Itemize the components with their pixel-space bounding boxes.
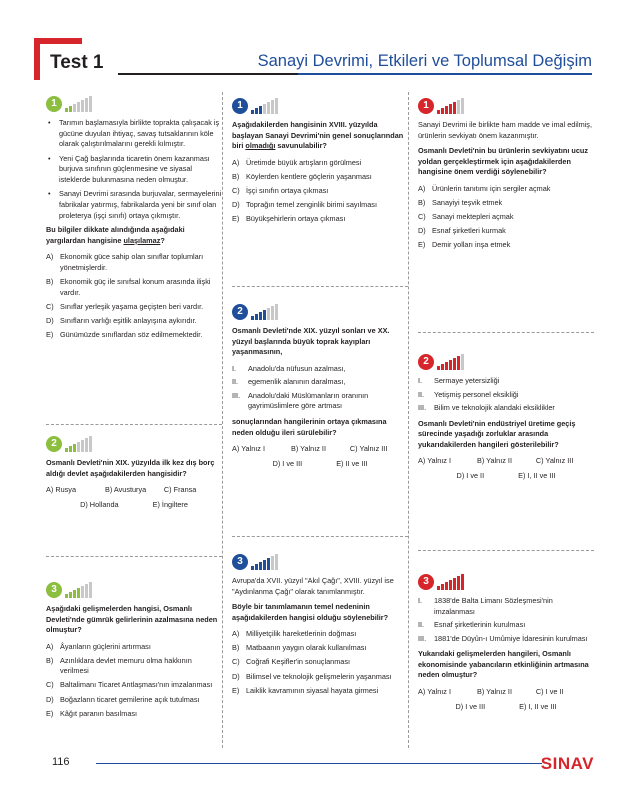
difficulty-bars-icon — [437, 574, 464, 590]
bullet-item: • Sanayi Devrimi sırasında burjuvalar, sermayelerini fabrikalar yatırmış, fabrikalarda yeni bir sınıf olan proleterya (işçi sınıfı) ortaya çıkmıştır. — [46, 189, 222, 221]
question-number: 2 — [418, 354, 434, 370]
column-1 — [46, 88, 222, 752]
option-d[interactable]: D) Sınıfların varlığı eşitlik anlayışına aykırıdır. — [46, 315, 197, 325]
question-stem: Aşağıdaki gelişmelerden hangisi, Osmanlı Devleti'nde gümrük gelirlerinin azalmasına neden olmuştur? — [46, 604, 218, 635]
option-c[interactable]: C) Sınıflar yerleşik yaşama geçişten beri vardır. — [46, 301, 204, 311]
question-divider — [232, 536, 408, 537]
question-blue-3 — [232, 552, 408, 700]
roman-item: I. Anadolu'da nüfusun azalması, — [232, 363, 346, 373]
option-d[interactable]: D) Hollanda — [80, 499, 119, 509]
option-e[interactable]: E) Günümüzde sınıflardan söz edilmemektedir. — [46, 329, 203, 339]
option-d[interactable]: D) I ve III — [455, 701, 486, 711]
difficulty-bars-icon — [251, 304, 278, 320]
option-b[interactable]: B) Köylerden kentlere göçlerin yaşanması — [232, 171, 372, 181]
answer-options — [46, 642, 222, 719]
answer-options-row — [418, 702, 594, 713]
option-a[interactable]: A) Milliyetçilik hareketlerinin doğması — [232, 629, 357, 639]
answer-options-row — [232, 444, 408, 455]
column-3 — [418, 88, 594, 752]
test-title: Test 1 — [50, 52, 104, 73]
roman-items — [418, 596, 594, 644]
header-rule-dark — [118, 73, 298, 75]
difficulty-bars-icon — [65, 96, 92, 112]
question-intro: Sanayi Devrimi ile birlikte ham madde ve imal edilmiş, ürünlerin sevkiyatı önem kazanmıştır. — [418, 120, 592, 140]
option-c[interactable]: C) Yalnız III — [349, 444, 388, 454]
answer-options — [418, 184, 594, 251]
difficulty-bars-icon — [65, 582, 92, 598]
option-e[interactable]: E) Kâğıt paranın basılması — [46, 708, 138, 718]
roman-items — [232, 364, 408, 412]
difficulty-badge — [46, 580, 222, 598]
question-divider — [418, 332, 594, 333]
roman-item: II. Esnaf şirketlerinin kurulması — [418, 620, 526, 630]
option-d[interactable]: D) Toprağın temel zenginlik birimi sayılması — [232, 199, 377, 209]
option-a[interactable]: A) Yalnız I — [418, 687, 451, 697]
difficulty-badge — [232, 302, 408, 320]
footer-rule — [96, 763, 542, 764]
option-d[interactable]: D) I ve III — [272, 458, 303, 468]
option-a[interactable]: A) Ürünlerin tanıtımı için sergiler açmak — [418, 183, 551, 193]
question-number: 3 — [232, 554, 248, 570]
question-number: 1 — [232, 98, 248, 114]
option-c[interactable]: C) Baltalimanı Ticaret Antlaşması'nın imzalanması — [46, 680, 213, 690]
answer-options-row — [418, 471, 594, 482]
option-c[interactable]: C) I ve II — [535, 687, 564, 697]
column-2 — [232, 88, 408, 752]
question-stem: Osmanlı Devleti'nin XIX. yüzyılda ilk kez dış borç aldığı devlet aşağıdakilerden hangisidir? — [46, 458, 215, 478]
difficulty-bars-icon — [251, 554, 278, 570]
option-b[interactable]: B) Yalnız II — [290, 444, 326, 454]
roman-item: II. Yetişmiş personel eksikliği — [418, 389, 519, 399]
question-number: 2 — [232, 304, 248, 320]
option-e[interactable]: E) I, II ve III — [518, 471, 556, 481]
option-d[interactable]: D) Bilimsel ve teknolojik gelişmelerin yaşanması — [232, 671, 392, 681]
option-c[interactable]: C) Yalnız III — [535, 456, 574, 466]
option-a[interactable]: A) Üretimde büyük artışların görülmesi — [232, 157, 362, 167]
bullet-item: • Yeni Çağ başlarında ticaretin önem kazanması burjuva sınıfının güçlenmesine ve siyasal isteklerde bulunmasına neden olmuştur. — [46, 154, 222, 186]
answer-options — [46, 252, 222, 340]
question-green-2 — [46, 434, 222, 510]
roman-item: II. egemenlik alanının daralması, — [232, 377, 346, 387]
answer-options-row — [232, 459, 408, 470]
option-e[interactable]: E) İngiltere — [152, 499, 188, 509]
bullet-item: • Tarımın başlamasıyla birlikte toprakta çalışacak iş gücüne duyulan ihtiyaç, savaş tutsaklarının köle olarak çalıştırılmalarını gerekli kılmıştır. — [46, 118, 222, 150]
option-d[interactable]: D) Boğazların ticaret gemilerine açık tutulması — [46, 694, 200, 704]
roman-item: III. 1881'de Düyûn-ı Umûmiye İdaresinin kurulması — [418, 633, 588, 643]
roman-item: III. Bilim ve teknolojik alandaki eksiklikler — [418, 403, 555, 413]
question-divider — [418, 550, 594, 551]
roman-item: III. Anadolu'daki Müslümanların oranının gayrimüslimlere göre artması — [232, 390, 369, 411]
question-number: 3 — [46, 582, 62, 598]
option-b[interactable]: B) Azınlıklara devlet memuru olma hakkının verilmesi — [46, 655, 192, 676]
option-c[interactable]: C) İşçi sınıfın ortaya çıkması — [232, 185, 329, 195]
question-stem: Yukarıdaki gelişmelerden hangileri, Osmanlı ekonomisinde yabancıların etkinliğinin artmasına neden olmuştur? — [418, 649, 589, 680]
option-e[interactable]: E) II ve III — [336, 458, 368, 468]
question-blue-2 — [232, 302, 408, 469]
question-stem: Osmanlı Devleti'nde XIX. yüzyıl sonları ve XX. yüzyıl başlarında büyük toprak kayıpları yaşanmasının, — [232, 326, 390, 357]
difficulty-badge — [46, 434, 222, 452]
question-number: 1 — [418, 98, 434, 114]
question-green-3 — [46, 580, 222, 723]
question-stem-followup: sonuçlarından hangilerinin ortaya çıkmasına neden olduğu ileri sürülebilir? — [232, 417, 387, 437]
answer-options-row — [418, 687, 594, 698]
column-divider — [222, 92, 223, 748]
difficulty-badge — [418, 572, 594, 590]
option-c[interactable]: C) Fransa — [163, 485, 197, 495]
roman-items — [418, 376, 594, 414]
question-stem: Böyle bir tanımlamanın temel nedeninin aşağıdakilerden hangisi olduğu söylenebilir? — [232, 602, 389, 622]
corner-accent-horizontal — [34, 38, 82, 44]
option-a[interactable]: A) Yalnız I — [418, 456, 451, 466]
difficulty-badge — [232, 96, 408, 114]
option-a[interactable]: A) Yalnız I — [232, 444, 265, 454]
question-red-3 — [418, 572, 594, 712]
roman-item: I. Sermaye yetersizliği — [418, 376, 500, 385]
answer-options-row — [418, 456, 594, 467]
answer-options-row — [46, 500, 222, 511]
option-a[interactable]: A) Rusya — [46, 485, 77, 495]
answer-options — [232, 158, 408, 225]
option-c[interactable]: C) Coğrafi Keşifler'in sonuçlanması — [232, 657, 351, 667]
page-title: Sanayi Devrimi, Etkileri ve Toplumsal Değişim — [257, 52, 592, 70]
question-stem: Osmanlı Devleti'nin bu ürünlerin sevkiyatını ucuz yoldan gerçekleştirmek için aşağıdakilerden hangisine önem verdiği söylenebilir? — [418, 146, 589, 177]
question-stem: Aşağıdakilerden hangisinin XVIII. yüzyılda başlayan Sanayi Devrimi'nin genel sonuçlarından biri olmadığı savunulabilir? — [232, 120, 404, 151]
option-b[interactable]: B) Ekonomik güç ile sınıfsal konum arasında ilişki vardır. — [46, 277, 211, 297]
question-number: 1 — [46, 96, 62, 112]
question-stem: Bu bilgiler dikkate alındığında aşağıdaki yargılardan hangisine ulaşılamaz? — [46, 225, 185, 245]
question-number: 2 — [46, 436, 62, 452]
info-bullets — [46, 118, 222, 221]
answer-options — [232, 629, 408, 696]
publisher-logo: SINAV — [540, 754, 594, 773]
option-d[interactable]: D) I ve II — [456, 471, 485, 481]
answer-options-row — [46, 485, 222, 496]
difficulty-bars-icon — [437, 354, 464, 370]
roman-item: I. 1838'de Balta Limanı Sözleşmesi'nin imzalanması — [418, 596, 553, 616]
option-b[interactable]: B) Yalnız II — [476, 456, 512, 466]
difficulty-badge — [232, 552, 408, 570]
option-e[interactable]: E) I, II ve III — [519, 701, 557, 711]
option-c[interactable]: C) Sanayi mektepleri açmak — [418, 212, 514, 222]
column-divider — [408, 92, 409, 748]
difficulty-badge — [46, 94, 222, 112]
difficulty-bars-icon — [251, 98, 278, 114]
corner-accent-vertical — [34, 38, 40, 80]
question-red-1 — [418, 96, 594, 254]
option-b[interactable]: B) Avusturya — [104, 485, 147, 495]
option-e[interactable]: E) Laiklik kavramının siyasal hayata girmesi — [232, 685, 379, 695]
question-divider — [232, 286, 408, 287]
difficulty-badge — [418, 352, 594, 370]
option-e[interactable]: E) Demir yolları inşa etmek — [418, 240, 511, 250]
option-b[interactable]: B) Matbaanın yaygın olarak kullanılması — [232, 643, 367, 653]
option-d[interactable]: D) Esnaf şirketleri kurmak — [418, 226, 506, 236]
difficulty-badge — [418, 96, 594, 114]
question-divider — [46, 556, 222, 557]
page-number: 116 — [52, 756, 70, 768]
option-e[interactable]: E) Büyükşehirlerin ortaya çıkması — [232, 214, 346, 224]
option-a[interactable]: A) Ekonomik güce sahip olan sınıflar toplumları yönetmişlerdir. — [46, 252, 204, 272]
difficulty-bars-icon — [437, 98, 464, 114]
option-b[interactable]: B) Yalnız II — [476, 687, 512, 697]
option-b[interactable]: B) Sanayiyi teşvik etmek — [418, 197, 503, 207]
question-red-2 — [418, 352, 594, 482]
option-a[interactable]: A) Âyanların güçlerini artırması — [46, 641, 151, 651]
question-stem: Osmanlı Devleti'nin endüstriyel üretime geçiş sürecinde yaşadığı zorluklar arasında yukarıdakilerden hangileri gösterilebilir? — [418, 418, 576, 449]
difficulty-bars-icon — [65, 436, 92, 452]
question-intro: Avrupa'da XVII. yüzyıl "Akıl Çağı", XVIII. yüzyıl ise "Aydınlanma Çağı" olarak tanımlanmıştır. — [232, 576, 394, 596]
question-green-1 — [46, 94, 222, 344]
question-blue-1 — [232, 96, 408, 228]
question-divider — [46, 424, 222, 425]
question-number: 3 — [418, 574, 434, 590]
